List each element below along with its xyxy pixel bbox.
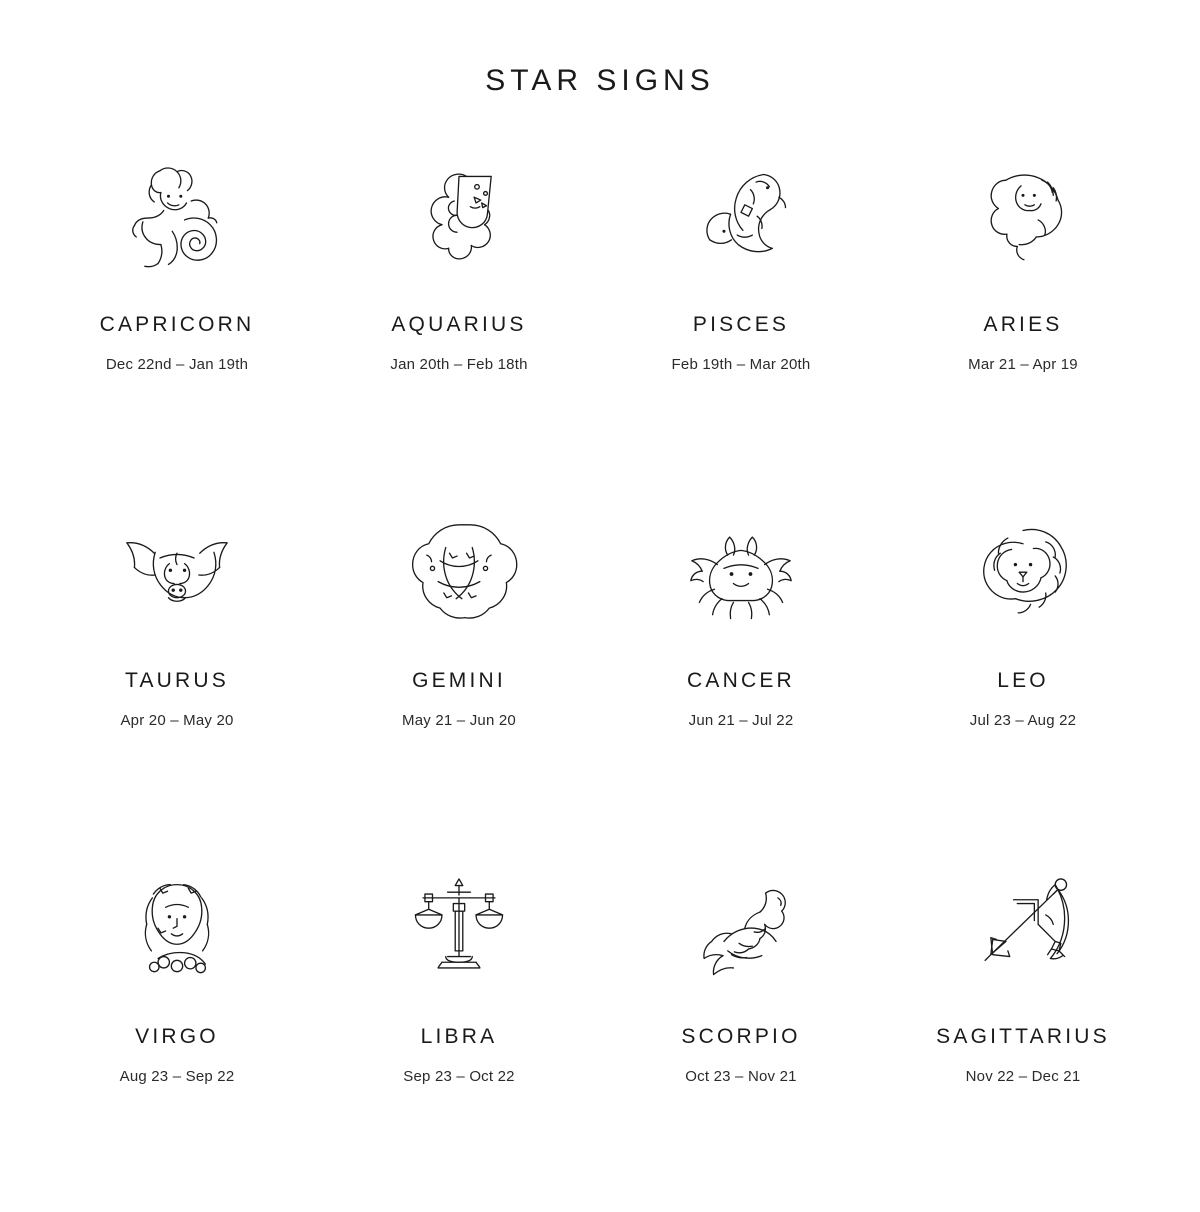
- capricorn-icon: [97, 144, 257, 294]
- sign-card-gemini[interactable]: [318, 500, 600, 856]
- sign-card-capricorn[interactable]: [36, 144, 318, 500]
- sign-name: ARIES: [983, 313, 1063, 336]
- sign-name: TAURUS: [125, 669, 229, 692]
- sign-card-scorpio[interactable]: [600, 856, 882, 1212]
- sign-card-virgo[interactable]: [36, 856, 318, 1212]
- aries-icon: [943, 144, 1103, 294]
- cancer-icon: [661, 500, 821, 650]
- pisces-icon: [661, 144, 821, 294]
- sign-card-leo[interactable]: [882, 500, 1164, 856]
- sign-name: GEMINI: [412, 669, 506, 692]
- sign-name: PISCES: [692, 313, 790, 336]
- sign-dates: Mar 21 – Apr 19: [968, 356, 1078, 373]
- sign-name: AQUARIUS: [391, 313, 527, 336]
- sign-card-libra[interactable]: [318, 856, 600, 1212]
- page-title: STAR SIGNS: [485, 64, 715, 97]
- sign-dates: Sep 23 – Oct 22: [403, 1068, 515, 1085]
- sign-card-taurus[interactable]: [36, 500, 318, 856]
- sign-name: VIRGO: [135, 1025, 219, 1048]
- sign-dates: Dec 22nd – Jan 19th: [105, 356, 249, 373]
- sign-name: CANCER: [687, 669, 795, 692]
- sign-card-aquarius[interactable]: [318, 144, 600, 500]
- sign-name: SCORPIO: [681, 1025, 801, 1048]
- sign-name: CAPRICORN: [99, 313, 255, 336]
- sign-name: LEO: [997, 669, 1049, 692]
- libra-icon: [379, 856, 539, 1006]
- sagittarius-icon: [943, 856, 1103, 1006]
- sign-name: SAGITTARIUS: [936, 1025, 1110, 1048]
- sign-dates: Jan 20th – Feb 18th: [390, 356, 528, 373]
- leo-icon: [943, 500, 1103, 650]
- sign-dates: Apr 20 – May 20: [120, 712, 234, 729]
- sign-dates: Jun 21 – Jul 22: [688, 712, 794, 729]
- sign-name: LIBRA: [420, 1025, 498, 1048]
- sign-dates: Jul 23 – Aug 22: [969, 712, 1077, 729]
- sign-card-pisces[interactable]: [600, 144, 882, 500]
- aquarius-icon: [379, 144, 539, 294]
- sign-dates: May 21 – Jun 20: [402, 712, 516, 729]
- sign-card-cancer[interactable]: [600, 500, 882, 856]
- sign-card-aries[interactable]: [882, 144, 1164, 500]
- sign-dates: Feb 19th – Mar 20th: [671, 356, 811, 373]
- sign-card-sagittarius[interactable]: [882, 856, 1164, 1212]
- sign-dates: Nov 22 – Dec 21: [965, 1068, 1081, 1085]
- sign-dates: Oct 23 – Nov 21: [685, 1068, 797, 1085]
- star-signs-grid: [0, 144, 1200, 1212]
- virgo-icon: [97, 856, 257, 1006]
- sign-dates: Aug 23 – Sep 22: [119, 1068, 235, 1085]
- gemini-icon: [379, 500, 539, 650]
- taurus-icon: [97, 500, 257, 650]
- scorpio-icon: [661, 856, 821, 1006]
